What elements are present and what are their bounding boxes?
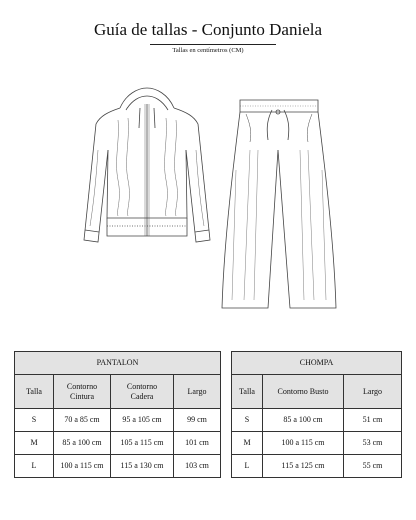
pantalon-size-table	[14, 351, 221, 478]
col-header-largo: Largo	[174, 375, 221, 409]
cell-length: 101 cm	[174, 432, 221, 455]
chompa-size-table	[231, 351, 402, 478]
cell-waist: 70 a 85 cm	[54, 409, 111, 432]
table-row	[232, 432, 402, 455]
cell-size: S	[232, 409, 263, 432]
cell-length: 51 cm	[344, 409, 402, 432]
cell-length: 103 cm	[174, 455, 221, 478]
col-header-cadera: Contorno Cadera	[111, 375, 174, 409]
table-row	[15, 409, 221, 432]
col-header-talla: Talla	[232, 375, 263, 409]
cell-hip: 105 a 115 cm	[111, 432, 174, 455]
cell-length: 55 cm	[344, 455, 402, 478]
table-row	[15, 432, 221, 455]
page-title: Guía de tallas - Conjunto Daniela	[93, 20, 323, 39]
col-header-cintura: Contorno Cintura	[54, 375, 111, 409]
cell-length: 53 cm	[344, 432, 402, 455]
table-row	[232, 455, 402, 478]
table-row	[232, 409, 402, 432]
col-header-busto: Contorno Busto	[263, 375, 344, 409]
cell-size: L	[15, 455, 54, 478]
cell-length: 99 cm	[174, 409, 221, 432]
pantalon-caption: PANTALON	[15, 352, 221, 375]
cell-bust: 100 a 115 cm	[263, 432, 344, 455]
cell-bust: 85 a 100 cm	[263, 409, 344, 432]
cell-size: M	[232, 432, 263, 455]
cell-bust: 115 a 125 cm	[263, 455, 344, 478]
cell-waist: 85 a 100 cm	[54, 432, 111, 455]
col-header-talla: Talla	[15, 375, 54, 409]
cell-waist: 100 a 115 cm	[54, 455, 111, 478]
table-row	[15, 455, 221, 478]
cell-size: L	[232, 455, 263, 478]
cell-hip: 115 a 130 cm	[111, 455, 174, 478]
cell-size: S	[15, 409, 54, 432]
col-header-largo: Largo	[344, 375, 402, 409]
cell-hip: 95 a 105 cm	[111, 409, 174, 432]
page-subtitle: Tallas en centímetros (CM)	[172, 47, 244, 54]
chompa-caption: CHOMPA	[232, 352, 402, 375]
cell-size: M	[15, 432, 54, 455]
